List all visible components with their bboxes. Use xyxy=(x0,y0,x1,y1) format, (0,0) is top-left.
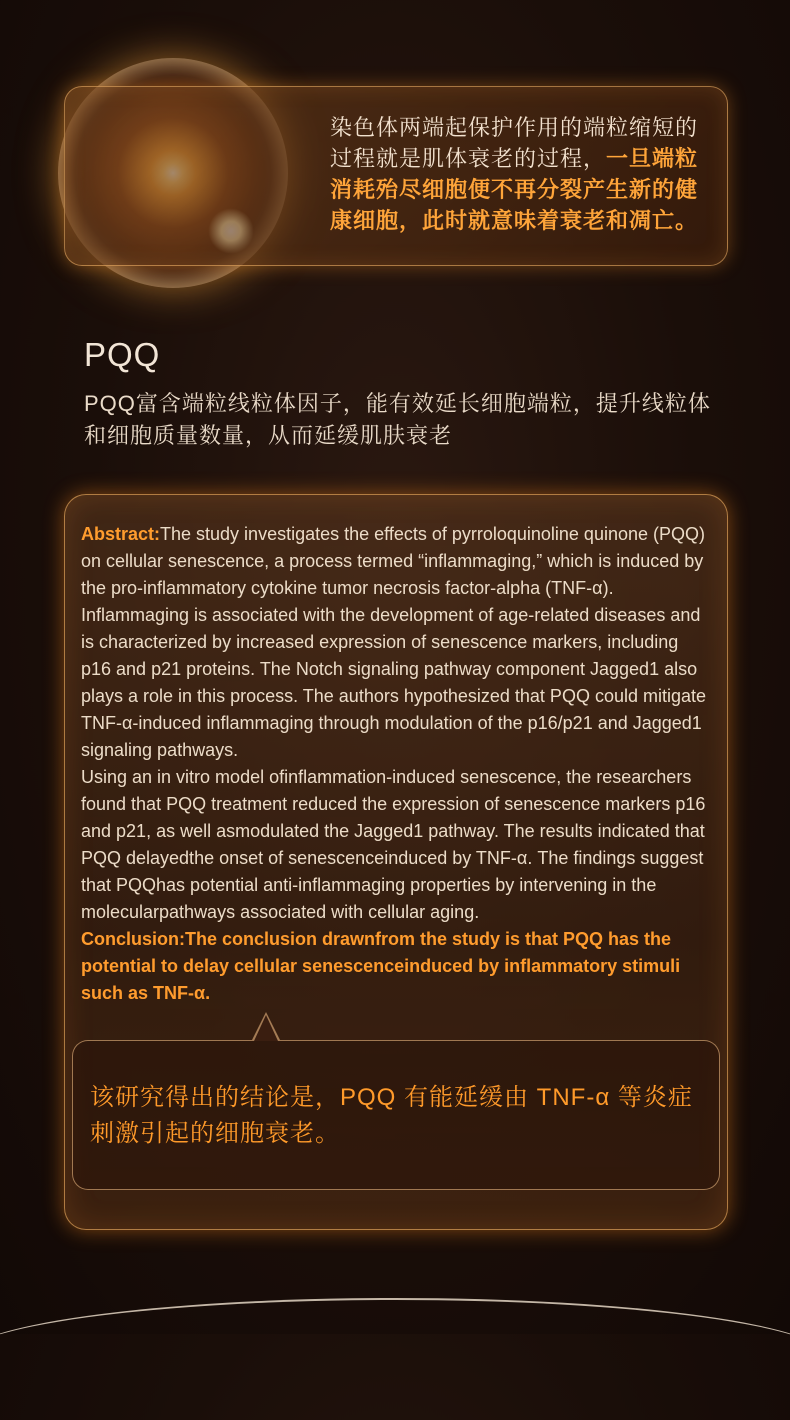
abstract-paragraph-2: Using an in vitro model ofinflammation-induced senescence, the researchers found that PQQ treatment reduced the expression of senescence markers p16 and p21, as well asmodulated the Jagged1 pathway. The results indicated that PQQ delayedthe onset of senescenceinduced by TNF-α. The findings suggest that PQQhas potential anti-inflammaging properties by intervening in the molecularpathways associated with cellular aging. xyxy=(81,767,706,922)
conclusion-callout-text: 该研究得出的结论是，PQQ 有能延缓由 TNF-α 等炎症刺激引起的细胞衰老。 xyxy=(90,1084,693,1147)
abstract-conclusion: Conclusion:The conclusion drawnfrom the study is that PQQ has the potential to delay cellular senescenceinduced by inflammatory stimuli such as TNF-α. xyxy=(81,929,681,1003)
callout-pointer-fill xyxy=(254,1015,278,1041)
section-title: PQQ xyxy=(84,336,161,373)
decorative-arc xyxy=(0,1298,790,1420)
abstract-paragraph-1: The study investigates the effects of pyrroloquinoline quinone (PQQ) on cellular senescence, a process termed “inflammaging,” which is induced by the pro-inflammatory cytokine tumor necrosis factor-alpha (TNF-α). Inflammaging is associated with the development of age-related diseases and is characterized by increased expression of senescence markers, including p16 and p21 proteins. The Notch signaling pathway component Jagged1 also plays a role in this process. The authors hypothesized that PQQ could mitigate TNF-α-induced inflammaging through modulation of the p16/p21 and Jagged1 signaling pathways. xyxy=(81,524,706,760)
section-description: PQQ富含端粒线粒体因子，能有效延长细胞端粒，提升线粒体和细胞质量数量，从而延缓肌肤衰老 xyxy=(84,391,711,448)
telomere-text-highlight: 一旦端粒消耗殆尽细胞便不再分裂产生新的健康细胞，此时就意味着衰老和凋亡。 xyxy=(330,146,699,233)
abstract-label: Abstract: xyxy=(81,524,161,544)
telomere-info-text xyxy=(330,112,702,236)
telomere-text-plain: 染色体两端起保护作用的端粒缩短的过程就是肌体衰老的过程， xyxy=(330,115,699,171)
abstract-text xyxy=(81,521,711,1007)
